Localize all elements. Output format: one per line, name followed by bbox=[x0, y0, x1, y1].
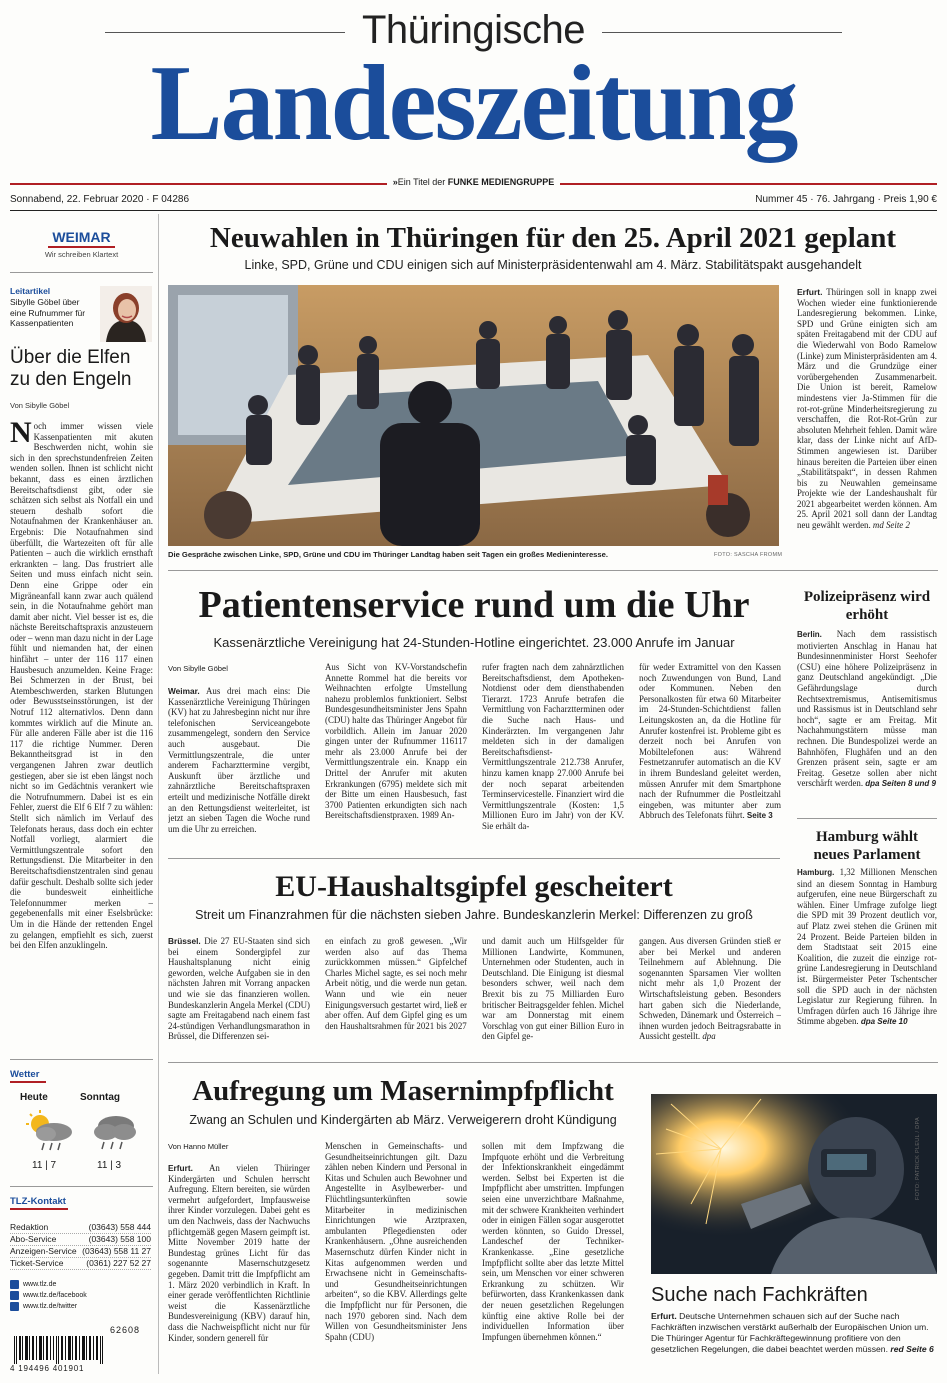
sidebar-rule-2 bbox=[10, 1059, 153, 1060]
eu-col-4-text: gangen. Aus diversen Gründen stieß er aber bei Merkel und anderen Teilnehmern auf Ablehnung. Die sogenannten Sparsamen Vier wollten nicht mehr als 1,0 Prozent der Wirtschaftsleistung geben. Besonders hart gaben sich die Niederlande, Schweden, Dänemark und Österreich – ihnen wurden jedoch Beitragsrabatte in Aussicht gestellt. bbox=[639, 936, 781, 1042]
eu-ref: dpa bbox=[702, 1031, 716, 1042]
leitartikel-text: och immer wissen viele Kassenpatienten mit akuten Beschwerden nicht, wohin sie sich in den sprechstundenfreien Zeiten wenden sollen. Ihnen ist schlicht nicht bekannt, dass es einen ärztlichen Bereitschaftsdienst gibt, oder sie schätzen sich selbst als Notfall ein und steuern deshalb sofort die Notaufnahmen der Krankenhäuser an. Ergebnis: Die Notaufnahmen sind überfüllt, die Wartezeiten oft für alle Patienten – auch die wirklich ernsthaft erkrankten – lang. Das frustriert alle Seiten und muss einfach nicht sein. Denn eine Grippe oder ein Migräneanfall kann zwar auch quälend sein, in die Notaufnahme gehört man damit aber nicht. Viel besser ist es, die nächste Bereitschaftspraxis anzusteuern oder – wenn man dazu nicht in der Lage fühlt und niemanden hat, der einen hinfährt – unter der 116 117 einen Hausbesuch anzumelden. Keine Frage: Bei Schmerzen in der Brust, bei Atembeschwerden, starken Blutungen oder Bewusstseinsstörungen, ist der Notruf 112 alternativlos. Denn dann kommtes wirklich auf die Minute an. Für alle anderen Fälle aber ist die 116 117 die richtige Nummer. Deren Bekanntheitsgrad ist in den vergangenen Jahren zwar deutlich gestiegen, aber sie ist eben längst noch nicht so im Gedächtnis verankert wie die Notrufnummern. Dabei ist es ein Fehler, zuerst die Elf 6 Elf 7 zu wählen: Stellt sich nämlich im Verlauf des Telefonats heraus, dass doch ein echter Notfall vorliegt, alarmiert die Vermittlungszentrale sofort den Rettungsdienst. Die Mitarbeiter in den Bereitschaftsdienstzentralen sind genau dafür geschult. Deshalb sollte sich jeder die bundesweit einheitliche Telefonnummer merken – gegebenenfalls mit einer Eselsbrücke: Um in die Hände der rettenden Engel zu gelangen, empfiehlt es sich, zuerst bei den Elfen anzuklingeln. bbox=[10, 421, 153, 951]
barcode-bottom-number: 4 194496 401901 bbox=[10, 1364, 85, 1373]
polizei-headline: Polizeipräsenz wird erhöht bbox=[803, 589, 931, 623]
social-link-twitter[interactable] bbox=[10, 1301, 151, 1312]
fachkraefte-ref: red Seite 6 bbox=[890, 1344, 934, 1354]
patient-col-4-text: für weder Extramittel von den Kassen noch Zuwendungen von Bund, Land oder Kommunen. Neben den Personalkosten für etwa 60 Mitarbeiter im 24-Stunden-Schichtdienst fallen Leitungskosten an, da die Hotline für Anrufer kostenfrei ist. Probleme gibt es derzeit noch bei Anrufen von Mobiltelefonen aus: Während Festnetzanrufer automatisch an die KV in ihrem Bundesland geleitet werden, müssen Anrufer mit dem Smartphone nach der Rufnummer die Postleitzahl eingeben, was mitunter aber zum Abbruch des Telefonats führt. bbox=[639, 662, 781, 821]
social-link-label: www.tlz.de bbox=[23, 1281, 57, 1288]
patient-subheadline: Kassenärztliche Vereinigung hat 24-Stunden-Hotline eingerichtet. 23.000 Anrufe im Januar bbox=[213, 635, 735, 650]
social-link-facebook[interactable] bbox=[10, 1290, 151, 1301]
eu-col-1-text: Die 27 EU-Staaten sind sich bei einem Sondergipfel zur Haushaltsplanung nicht einig geworden, welche Aufgaben sie in den nächsten Jahren mit Vorrang anpacken und wie sie das finanzieren wollen. Bundeskanzlerin Angela Merkel (CDU) sagte am Freitagabend nach einem fast 24-stündigen Verhandlungsmarathon in Brüssel, die Differenzen sei- bbox=[168, 936, 310, 1042]
masern-col-1 bbox=[168, 1163, 310, 1375]
kontakt-name: Redaktion bbox=[10, 1222, 49, 1232]
sun-rain-icon bbox=[22, 1110, 78, 1154]
kontakt-list bbox=[10, 1222, 151, 1270]
kontakt-row bbox=[10, 1222, 151, 1234]
lead-subheadline: Linke, SPD, Grüne und CDU einigen sich auf Ministerpräsidentenwahl am 4. März. Stabilitätspakt ausgehandelt bbox=[244, 258, 862, 272]
hamburg-dateline: Hamburg. bbox=[797, 868, 835, 877]
tagline-group: FUNKE MEDIENGRUPPE bbox=[447, 177, 555, 187]
kontakt-number[interactable]: (0361) 227 52 27 bbox=[86, 1258, 151, 1268]
polizei-text: Nach dem rassistisch motivierten Anschlag in Hanau hat Bundesinnenminister Horst Seehofer (CSU) eine höhere Polizeipräsenz in ganz Deutschland angekündigt. „Die Gefährdungslage durch Rechtsextremismus, Antisemitismus und Rassismus ist in Deutschland sehr hoch“, sagte er am Freitag. Mit Nachahmungstätern müsse man rechnen. Die Bundespolizei werde an Bahnhöfen, Flughäfen und an den Grenzen präsent sein, sagte er am Freitag. Gesetze sollen aber nicht verschärft werden. bbox=[797, 629, 937, 789]
eu-col-1 bbox=[168, 936, 310, 1054]
welder-photo-credit: FOTO: PATRICK PLEUL / DPA bbox=[915, 1117, 921, 1200]
fachkraefte-headline: Suche nach Fachkräften bbox=[651, 1284, 868, 1306]
edition-underline bbox=[48, 246, 115, 248]
kontakt-number[interactable]: (03643) 558 100 bbox=[88, 1234, 151, 1244]
fachkraefte-text: Deutsche Unternehmen schauen sich auf der Suche nach Fachkräften inzwischen verstärkt außerhalb der Europäischen Union um. Die Thüringer Agentur für Fachkräftegewinnung profitiere von den gesetzlichen Regelungen, die dabei beachtet werden müssen. bbox=[651, 1311, 929, 1354]
rule-polizei-bottom bbox=[797, 818, 937, 819]
barcode bbox=[14, 1336, 106, 1364]
eu-subheadline: Streit um Finanzrahmen für die nächsten sieben Jahre. Bundeskanzlerin Merkel: Differenzen zu groß bbox=[195, 908, 753, 922]
patient-headline: Patientenservice rund um die Uhr bbox=[198, 584, 750, 626]
polizei-dateline: Berlin. bbox=[797, 630, 822, 639]
lead-text: Thüringen soll in knapp zwei Wochen wieder eine funktionierende Landesregierung bekommen. Linke, SPD und Grüne einigten sich am späten Freitagabend mit der CDU auf die Wiederwahl von Bodo Ramelow (Linke) zum Ministerpräsidenten am 4. März und die Grundzüge einer vorübergehenden Zusammenarbeit. Die Union ist bereit, Ramelow mindestens vier Ja-Stimmen für die rot-rot-grüne Minderheitsregierung zu verschaffen, die Rot-Rot-Grün zur absoluten Mehrheit fehlen. Damit wäre klar, dass der Linke nicht auf AfD-Stimmen angewiesen ist. Darüber hinaus bereiten die Parteien über einen „Stabilitätspakt“, in dessen Rahmen bis zu Neuwahlen gemeinsame Projekte wie der Landeshaushalt für 2021 abgearbeitet werden können. Am 25. April 2021 soll dann der Landtag neu gewählt werden. bbox=[797, 287, 937, 531]
eu-col-3: und damit auch um Hilfsgelder für Millionen Landwirte, Kommunen, Unternehmen oder Studenten, auch in Deutschland. Die Einigung ist diesmal besonders schwer, weil nach dem Brexit bis zu 75 Milliarden Euro britischer Beitragsgelder fehlen. Michel war am Donnerstag mit einem Vorschlag von gut einer Billion Euro in den Gipfel ge- bbox=[482, 936, 624, 1042]
lead-body bbox=[797, 287, 937, 562]
sidebar-rule-3 bbox=[10, 1186, 153, 1187]
author-portrait bbox=[100, 286, 152, 342]
masern-col-2: Menschen in Gemeinschafts- und Gesundheitseinrichtungen gilt. Dazu zählen neben Kindern und Personal in Kitas und Schulen auch Bewohner und Angestellte in Asylbewerber- und Flüchtlingsunterkünften sowie Mitarbeiter in medizinischen Einrichtungen wie Arztpraxen, ambulanten Pflegediensten oder Krankenhäusern. „Ohne ausreichenden Masernschutz dürfen Kinder nicht in Kitas aufgenommen werden und Erwachsene nicht in Gemeinschafts- und Gesundheitseinrichtungen arbeiten“, so die KBV. Allerdings gelte die Impfpflicht nur für Personen, die nach 1970 geboren sind. Nach dem Willen von Gesundheitsminister Jens Spahn (CDU) bbox=[325, 1141, 467, 1342]
sidebar-separator bbox=[158, 214, 159, 1374]
masthead-main-title: Landeszeitung bbox=[150, 44, 797, 163]
fachkraefte-dateline: Erfurt. bbox=[651, 1311, 677, 1321]
social-link-web[interactable] bbox=[10, 1279, 151, 1290]
weather-sunday-label: Sonntag bbox=[80, 1092, 120, 1103]
kontakt-number[interactable]: (03643) 558 444 bbox=[88, 1222, 151, 1232]
weather-underline bbox=[10, 1081, 46, 1083]
polizei-ref: dpa Seiten 8 und 9 bbox=[865, 779, 936, 789]
lead-ref: md Seite 2 bbox=[872, 520, 910, 531]
kontakt-name: Ticket-Service bbox=[10, 1258, 64, 1268]
rule-patient-bottom bbox=[168, 858, 780, 859]
edition-claim: Wir schreiben Klartext bbox=[44, 250, 119, 259]
header-bottom-rule bbox=[10, 210, 937, 211]
weather-sunday-temps: 11 | 3 bbox=[97, 1160, 122, 1171]
patient-ref: Seite 3 bbox=[746, 811, 773, 821]
lead-photo bbox=[168, 285, 779, 546]
leitartikel-teaser: Sibylle Göbel über eine Rufnummer für Kassenpatienten bbox=[10, 297, 86, 328]
edition-city: WEIMAR bbox=[52, 229, 111, 245]
masthead-issue: Nummer 45 · 76. Jahrgang · Preis 1,90 € bbox=[755, 194, 937, 205]
kontakt-row bbox=[10, 1246, 151, 1258]
facebook-icon bbox=[10, 1291, 19, 1300]
eu-col-4 bbox=[639, 936, 781, 1054]
leitartikel-label: Leitartikel bbox=[10, 286, 51, 296]
masern-author: Von Hanno Müller bbox=[168, 1142, 229, 1151]
patient-author: Von Sibylle Göbel bbox=[168, 664, 228, 673]
sidebar-rule-1 bbox=[10, 272, 153, 273]
rain-cloud-icon bbox=[86, 1110, 142, 1154]
lead-photo-caption: Die Gespräche zwischen Linke, SPD, Grüne und CDU im Thüringer Landtag haben seit Tagen ein großes Medieninteresse. bbox=[168, 550, 608, 559]
eu-col-2: en einfach zu groß gewesen. „Wir werden also auf das Thema zurückkommen müssen.“ Gipfelchef Charles Michel sagte, es sei noch mehr Arbeit nötig, und die werde nun getan. Wann und wie ein neuer Einigungsversuch gestartet wird, ließ er aber offen. Auf dem Gipfel ging es um den Haushaltsrahmen für 2021 bis 2027 bbox=[325, 936, 467, 1031]
leitartikel-dropcap: N bbox=[10, 421, 32, 449]
social-link-label: www.tlz.de/facebook bbox=[23, 1292, 87, 1299]
patient-col-2: Aus Sicht von KV-Vorstandschefin Annette Rommel hat die bereits vor Weihnachten erfolgte Umstellung nahezu problemlos funktioniert. Selbst Bundesgesundheitsminister Jens Spahn (CDU) halte das Thüringer Angebot für vorbildlich. Allein im Januar 2020 gingen unter der Rufnummer 116117 mehr als 23.000 Anrufe bei der Vermittlungszentrale ein. Knapp ein Drittel der Anrufer mit akuten Erkrankungen (6795) meldete sich mit der Bitte um einen Hausbesuch, fast 3700 Patienten erkundigten sich nach Bereitschaftsdienstpraxen. 1989 An- bbox=[325, 662, 467, 821]
lead-dateline: Erfurt. bbox=[797, 287, 823, 297]
twitter-icon bbox=[10, 1302, 19, 1311]
leitartikel-title: Über die Elfen zu den Engeln bbox=[10, 347, 132, 390]
patient-col-1-text: Aus drei mach eins: Die Kassenärztliche Vereinigung Thüringen (KV) hat zu Jahresbeginn nicht nur ihre telefonischen Serviceangebote zusammengelegt, sondern den Service auch ausgebaut. Die Vermittlungszentrale, die unter anderem Facharzttermine vergibt, Auskunft über ärztliche und zahnärztliche Bereitschaftspraxen erteilt und medizinische Notfälle direkt an den Rettungsdienst weiterleitet, ist jetzt an sieben Tagen die Woche rund um die Uhr zu erreichen. bbox=[168, 686, 310, 834]
left-sidebar bbox=[10, 214, 153, 1379]
patient-col-1 bbox=[168, 686, 310, 851]
kontakt-row bbox=[10, 1258, 151, 1270]
patient-col-4 bbox=[639, 662, 781, 850]
masthead-tagline bbox=[0, 177, 947, 187]
masern-subheadline: Zwang an Schulen und Kindergärten ab März. Verweigerern droht Kündigung bbox=[189, 1113, 617, 1127]
hamburg-body bbox=[797, 867, 937, 1057]
weather-today-label: Heute bbox=[20, 1092, 48, 1103]
kontakt-underline bbox=[10, 1208, 68, 1210]
eu-headline: EU-Haushaltsgipfel gescheitert bbox=[275, 870, 673, 903]
hamburg-ref: dpa Seite 10 bbox=[860, 1017, 908, 1027]
globe-icon bbox=[10, 1280, 19, 1289]
polizei-body bbox=[797, 629, 937, 814]
social-link-label: www.tlz.de/twitter bbox=[23, 1303, 78, 1310]
social-links bbox=[10, 1279, 151, 1312]
kontakt-row bbox=[10, 1234, 151, 1246]
rule-lead-bottom bbox=[168, 570, 938, 571]
eu-dateline: Brüssel. bbox=[168, 936, 201, 946]
hamburg-headline: Hamburg wählt neues Parlament bbox=[813, 829, 921, 863]
fachkraefte-body bbox=[651, 1311, 937, 1355]
kontakt-name: Anzeigen-Service bbox=[10, 1246, 77, 1256]
patient-col-3: rufer fragten nach dem zahnärztlichen Bereitschaftsdienst, dem Apotheken-Notdienst oder dem diensthabenden Tierarzt. 1723 Anrufe betrafen die Vermittlung von Facharztterminen oder die Suche nach Haus- und Kinderärzten. Im vergangenen Jahr meldeten sich in der damaligen Bereitschaftsdienst-Vermittlungszentrale 212.738 Anrufer, hinzu kamen knapp 27.000 Anrufe bei der noch separat arbeitenden Terminservicestelle. Finanziert wird die Vermittlungszentrale (Kosten: 1,5 Millionen Euro im Jahr) von der KV. Sie erhält da- bbox=[482, 662, 624, 831]
kontakt-number[interactable]: (03643) 558 11 27 bbox=[82, 1246, 151, 1256]
masern-dateline: Erfurt. bbox=[168, 1163, 193, 1173]
kontakt-name: Abo-Service bbox=[10, 1234, 57, 1244]
leitartikel-body bbox=[10, 421, 153, 1051]
tagline-prefix: Ein Titel der bbox=[397, 177, 446, 187]
masern-col-3: sollen mit dem Impfzwang die Impfquote erhöht und die Verbreitung der Infektionskrankheit eingedämmt werden. Selbst bei Experten ist die Impfpflicht aber umstritten. Impfungen seien eine unverzichtbare Maßnahme, mit der schwere Krankheiten verhindert oder in einigen Fällen sogar ausgerottet werden könnten, so Guido Dressel, Landeschef der Techniker-Krankenkasse. „Eine gesetzliche Impfpflicht sollte aber das letzte Mittel sein, um Menschen vor einer schweren Erkrankung zu schützen. Wir befürworten, dass Krankenkassen dank der neuen gesetzlichen Regelungen künftig eine aktive Rolle bei der individuellen Information über Impfungen übernehmen können.“ bbox=[482, 1141, 624, 1342]
weather-label: Wetter bbox=[10, 1069, 40, 1080]
masthead bbox=[0, 0, 947, 205]
weather-today-temps: 11 | 7 bbox=[32, 1160, 57, 1171]
masern-col-1-text: An vielen Thüringer Kindergärten und Schulen herrscht Aufregung. Eltern bereiten, sie würden vermehrt aufgefordert, Impfausweise ihrer Kinder vorzulegen. Dabei geht es um den Nachweis, dass der Nachwuchs pflichtgemäß gegen Masern geimpft ist. Mitte November 2019 hatte der Bundestag grünes Licht für das sogenannte Masernschutzgesetz gegeben. Damit tritt die Impfpflicht am 1. März 2020 verbindlich in Kraft. In einer gerade veröffentlichten Richtlinie weist die Kassenärztliche Bundesvereinigung (KBV) darauf hin, dass die Nachweispflicht nicht nur für Kinder, sondern generell für bbox=[168, 1163, 310, 1343]
kontakt-label: TLZ-Kontakt bbox=[10, 1196, 66, 1207]
lead-photo-credit: FOTO: SASCHA FROMM bbox=[714, 552, 783, 558]
lead-headline: Neuwahlen in Thüringen für den 25. April 2021 geplant bbox=[209, 222, 897, 254]
patient-dateline: Weimar. bbox=[168, 686, 200, 696]
hamburg-text: 1,32 Millionen Menschen sind an diesem Sonntag in Hamburg aufgerufen, eine neue Bürgerschaft zu wählen. Einer Umfrage zufolge liegt die SPD mit 39 Prozent deutlich vor, auf Platz zwei stehen die Grünen mit 24 Prozent. Beide Parteien bilden in dem Stadtstaat seit 2015 eine Koalition, die zuzeit die einzige rot-grüne Landesregierung in Deutschland ist. Bürgermeister Peter Tschentscher soll die SPD auch in der nächsten Legislatur zur Regierung führen. In Umfragen dürfen auch 16 Jährige ihre Stimme abgeben. bbox=[797, 867, 937, 1027]
masthead-top-title: Thüringische bbox=[361, 8, 585, 52]
funke-arrows-icon: » bbox=[392, 177, 398, 187]
barcode-top-number: 62608 bbox=[110, 1325, 141, 1335]
masern-headline: Aufregung um Masernimpfpflicht bbox=[192, 1075, 614, 1107]
welder-photo bbox=[651, 1094, 937, 1274]
masthead-date: Sonnabend, 22. Februar 2020 · F 04286 bbox=[10, 194, 190, 205]
rule-eu-bottom bbox=[168, 1062, 938, 1063]
leitartikel-author: Von Sibylle Göbel bbox=[10, 401, 70, 410]
